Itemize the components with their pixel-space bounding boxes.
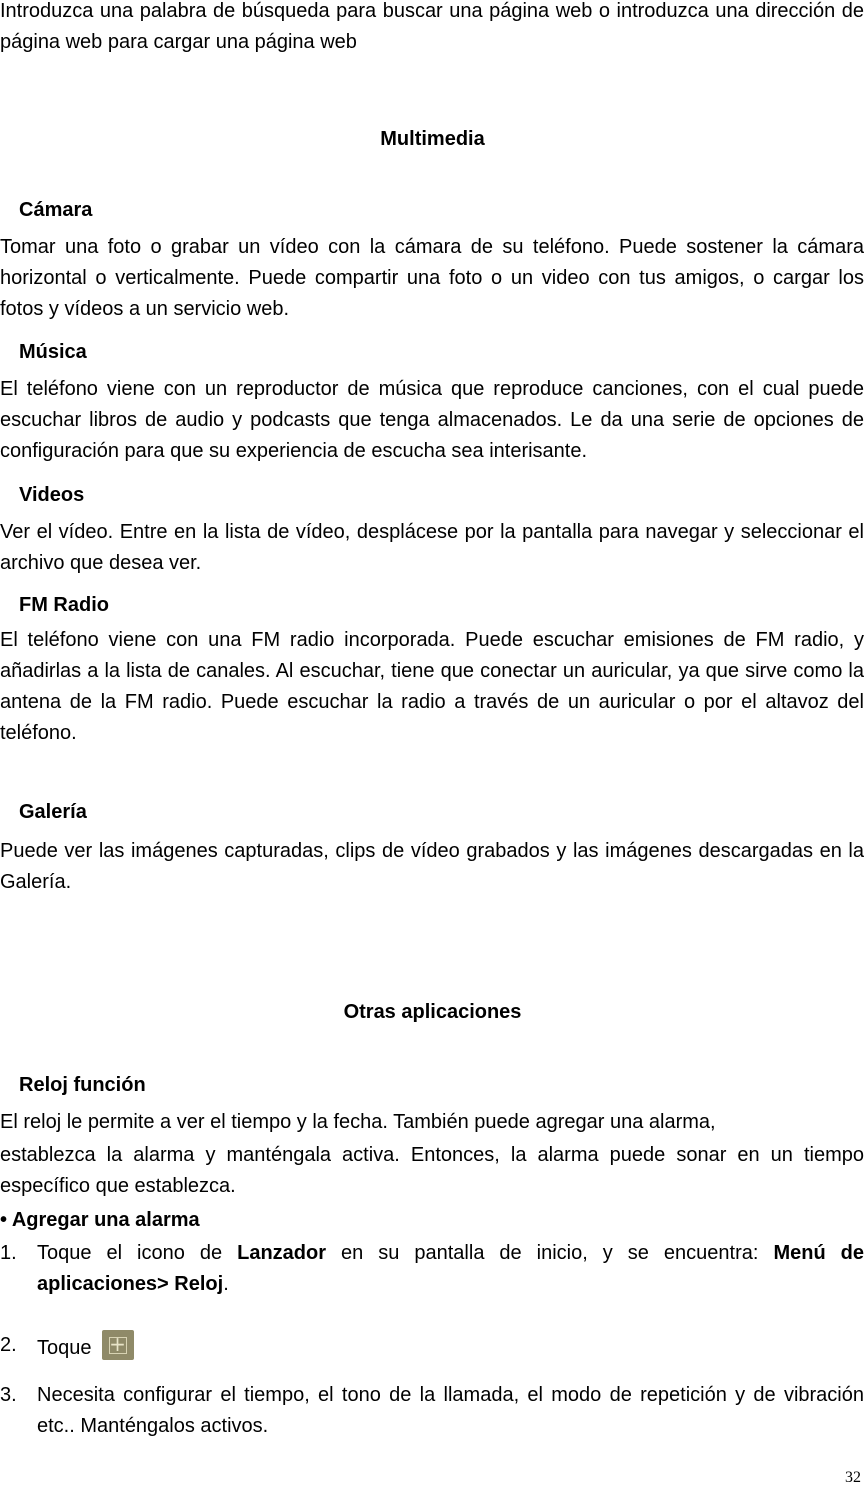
page-number: 32 (845, 1469, 861, 1486)
step-2-number: 2. (0, 1334, 17, 1356)
videos-heading: Videos (19, 484, 85, 506)
step-3-text: Necesita configurar el tiempo, el tono de la llamada, el modo de repetición y de vibración etc.. Manténgalos activos. (37, 1384, 864, 1437)
fm-radio-heading: FM Radio (19, 594, 109, 616)
step-3-number: 3. (0, 1384, 17, 1406)
intro-paragraph: Introduzca una palabra de búsqueda para buscar una página web o introduzca una dirección de página web para cargar una página web (0, 0, 864, 53)
step-2-text: Toque+ (37, 1330, 864, 1364)
camera-paragraph: Tomar una foto o grabar un vídeo con la cámara de su teléfono. Puede sostener la cámara horizontal o verticalmente. Puede compartir una foto o un video con tus amigos, o cargar los fotos y vídeos a un servicio web. (0, 236, 864, 320)
clock-heading: Reloj función (19, 1074, 146, 1096)
add-alarm-icon (102, 1330, 134, 1360)
other-apps-title: Otras aplicaciones (343, 1001, 522, 1023)
clock-paragraph-rest: establezca la alarma y manténgala activa. Entonces, la alarma puede sonar en un tiempo específico que establezca. (0, 1144, 864, 1197)
gallery-heading: Galería (19, 801, 87, 823)
videos-paragraph: Ver el vídeo. Entre en la lista de vídeo, desplácese por la pantalla para navegar y seleccionar el archivo que desea ver. (0, 521, 864, 574)
camera-heading: Cámara (19, 199, 93, 221)
multimedia-title: Multimedia (380, 128, 485, 150)
gallery-paragraph: Puede ver las imágenes capturadas, clips de vídeo grabados y las imágenes descargadas en la Galería. (0, 840, 864, 893)
add-alarm-heading: • Agregar una alarma (0, 1209, 200, 1231)
launcher-term: Lanzador (237, 1242, 327, 1264)
step-1-number: 1. (0, 1242, 17, 1264)
music-paragraph: El teléfono viene con un reproductor de música que reproduce canciones, con el cual puede escuchar libros de audio y podcasts que tenga almacenados. Le da una serie de opciones de configuración para que su experiencia de escucha sea interisante. (0, 378, 864, 462)
clock-paragraph-line1: El reloj le permite a ver el tiempo y la fecha. También puede agregar una alarma, (0, 1111, 716, 1133)
music-heading: Música (19, 341, 87, 363)
step-1-text: Toque el icono de Lanzador en su pantalla de inicio, y se encuentra: Menú de aplicaciones> Reloj. (37, 1242, 864, 1295)
fm-radio-paragraph: El teléfono viene con una FM radio incorporada. Puede escuchar emisiones de FM radio, y añadirlas a la lista de canales. Al escuchar, tiene que conectar un auricular, ya que sirve como la antena de la FM radio. Puede escuchar la radio a través de un auricular o por el altavoz del teléfono. (0, 629, 864, 744)
menu-path-term: Menú de aplicaciones> Reloj (37, 1242, 864, 1295)
